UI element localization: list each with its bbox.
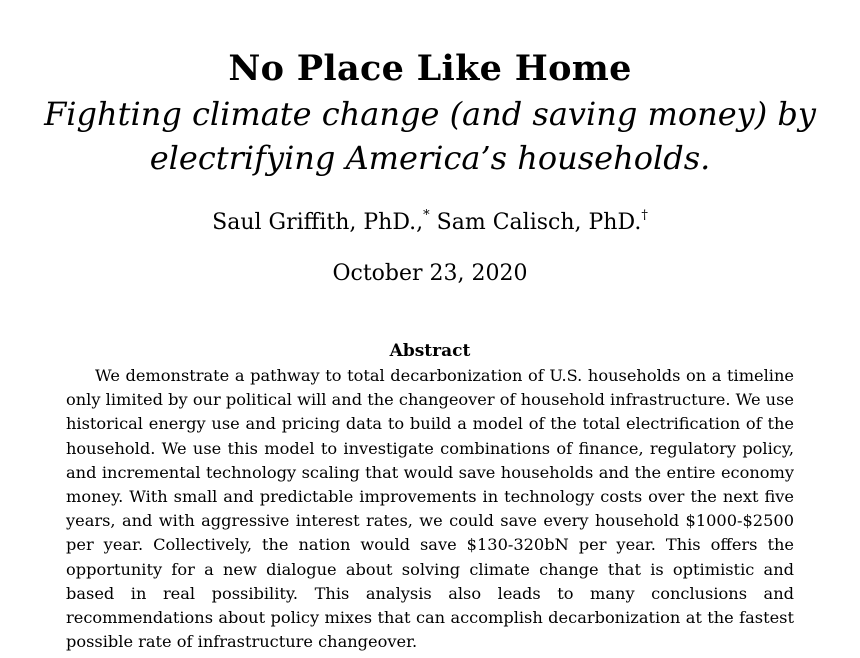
abstract-text: We demonstrate a pathway to total decarbonization of U.S. households on a timeline only limited by our political will and the changeover of household infrastructure. We use historical energy use and pricing data to build a model of the total electrification of the household. We use this model to investigate combinations of finance, regulatory policy, and incremental technology scaling that would save households and the entire economy money. With small and predictable improvements in technology costs over the next five years, and with aggressive interest rates, we could save every household $1000-$2500 per year. Collectively, the nation would save $130-320bN per year. This offers the opportunity for a new dialogue about solving climate change that is optimistic and based in real possibility. This analysis also leads to many conclusions and recommendations about policy mixes that can accomplish decarbonization at the fastest possible rate of infrastructure changeover. <box>66 366 794 652</box>
author-footnote-mark[interactable]: † <box>641 208 648 223</box>
author-line <box>0 208 860 238</box>
paper-subtitle: Fighting climate change (and saving money) by electrifying America’s households. <box>44 95 816 177</box>
author-name: Sam Calisch, PhD. <box>436 210 642 235</box>
abstract-heading: Abstract <box>389 341 471 361</box>
paper-date: October 23, 2020 <box>332 261 528 286</box>
author-footnote-mark[interactable]: * <box>423 208 430 223</box>
author-name: Saul Griffith, PhD., <box>212 210 424 235</box>
paper-title: No Place Like Home <box>228 48 632 89</box>
